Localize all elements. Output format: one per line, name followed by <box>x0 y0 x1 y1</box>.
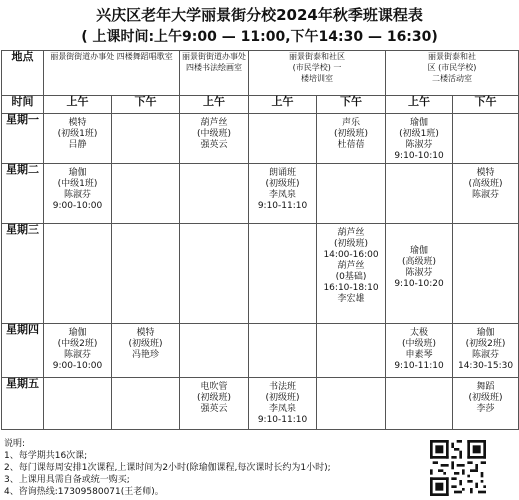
class-cell: 舞蹈 (初级班) 李莎 <box>468 382 503 414</box>
day-row <box>2 164 519 224</box>
day-row <box>2 224 519 324</box>
session-row <box>2 96 519 114</box>
class-cell: 书法班 (初级班) 李凤泉 9:10-11:10 <box>257 382 308 425</box>
class-cell: 瑜伽 (初级2班) 陈淑芬 14:30-15:30 <box>457 328 514 371</box>
day-row <box>2 378 519 430</box>
day-label: 星期五 <box>2 378 44 430</box>
location-row <box>2 51 519 96</box>
note-item: 1、每学期共16次课; <box>4 451 88 461</box>
class-cell: 模特 (高级班) 陈淑芬 <box>468 168 503 200</box>
location-3: 丽景街泰和社区 (市民学校) 一楼培训室 <box>249 51 386 96</box>
class-cell: 瑜伽 (中级1班) 陈淑芬 9:00-10:00 <box>52 168 103 211</box>
location-header: 地点 <box>2 51 44 96</box>
class-cell: 瑜伽 (高级班) 陈淑芬 9:10-10:20 <box>394 246 444 289</box>
time-header: 时间 <box>2 96 44 114</box>
location-4: 丽景街泰和社区 (市民学校) 二楼活动室 <box>386 51 519 96</box>
day-row <box>2 324 519 378</box>
session-pm: 下午 <box>317 96 386 114</box>
class-cell: 声乐 (初级班) 杜蓓蓓 <box>334 118 369 150</box>
session-am: 上午 <box>180 96 249 114</box>
note-item: 2、每门课每周安排1次课程,上课时间为2小时(除瑜伽课程,每次课时长约为1小时); <box>4 463 331 473</box>
day-label: 星期二 <box>2 164 44 224</box>
notes <box>4 438 424 498</box>
class-time-subtitle: ( 上课时间:上午9:00 — 11:00,下午14:30 — 16:30) <box>81 29 438 45</box>
note-item: 4、咨询热线:17309580071(王老师)。 <box>4 487 164 497</box>
schedule-table <box>1 50 519 430</box>
class-cell: 模特 (初级班) 冯艳珍 <box>128 328 163 360</box>
class-cell: 葫芦丝 (中级班) 强英云 <box>197 118 232 150</box>
class-cell: 电吹管 (初级班) 强英云 <box>197 382 232 414</box>
class-cell: 太极 (中级班) 申素琴 9:10-11:10 <box>394 328 444 371</box>
session-am: 上午 <box>44 96 112 114</box>
class-cell: 朗诵班 (初级班) 李凤泉 9:10-11:10 <box>257 168 308 211</box>
location-2: 丽景街街道办事处 四楼书法绘画室 <box>180 51 249 96</box>
qr-code-icon <box>430 440 486 496</box>
day-row <box>2 114 519 164</box>
session-am: 上午 <box>386 96 453 114</box>
class-cell: 瑜伽 (中级2班) 陈淑芬 9:00-10:00 <box>52 328 103 371</box>
class-cell: 模特 (初级1班) 吕静 <box>57 118 98 150</box>
session-pm: 下午 <box>453 96 519 114</box>
notes-label: 说明: <box>4 439 26 449</box>
page-title: 兴庆区老年大学丽景街分校2024年秋季班课程表 <box>96 6 423 24</box>
class-cell: 葫芦丝 (初级班) 14:00-16:00 葫芦丝 (0基础) 16:10-18:10 李宏雄 <box>323 228 379 304</box>
session-am: 上午 <box>249 96 317 114</box>
day-label: 星期三 <box>2 224 44 324</box>
session-pm: 下午 <box>112 96 180 114</box>
class-cell: 瑜伽 (初级1班) 陈淑芬 9:10-10:10 <box>394 118 444 161</box>
day-label: 星期一 <box>2 114 44 164</box>
note-item: 3、上课用具需自备或统一购买; <box>4 475 130 485</box>
location-1: 丽景街街道办事处 四楼舞蹈唱歌室 <box>44 51 180 96</box>
day-label: 星期四 <box>2 324 44 378</box>
